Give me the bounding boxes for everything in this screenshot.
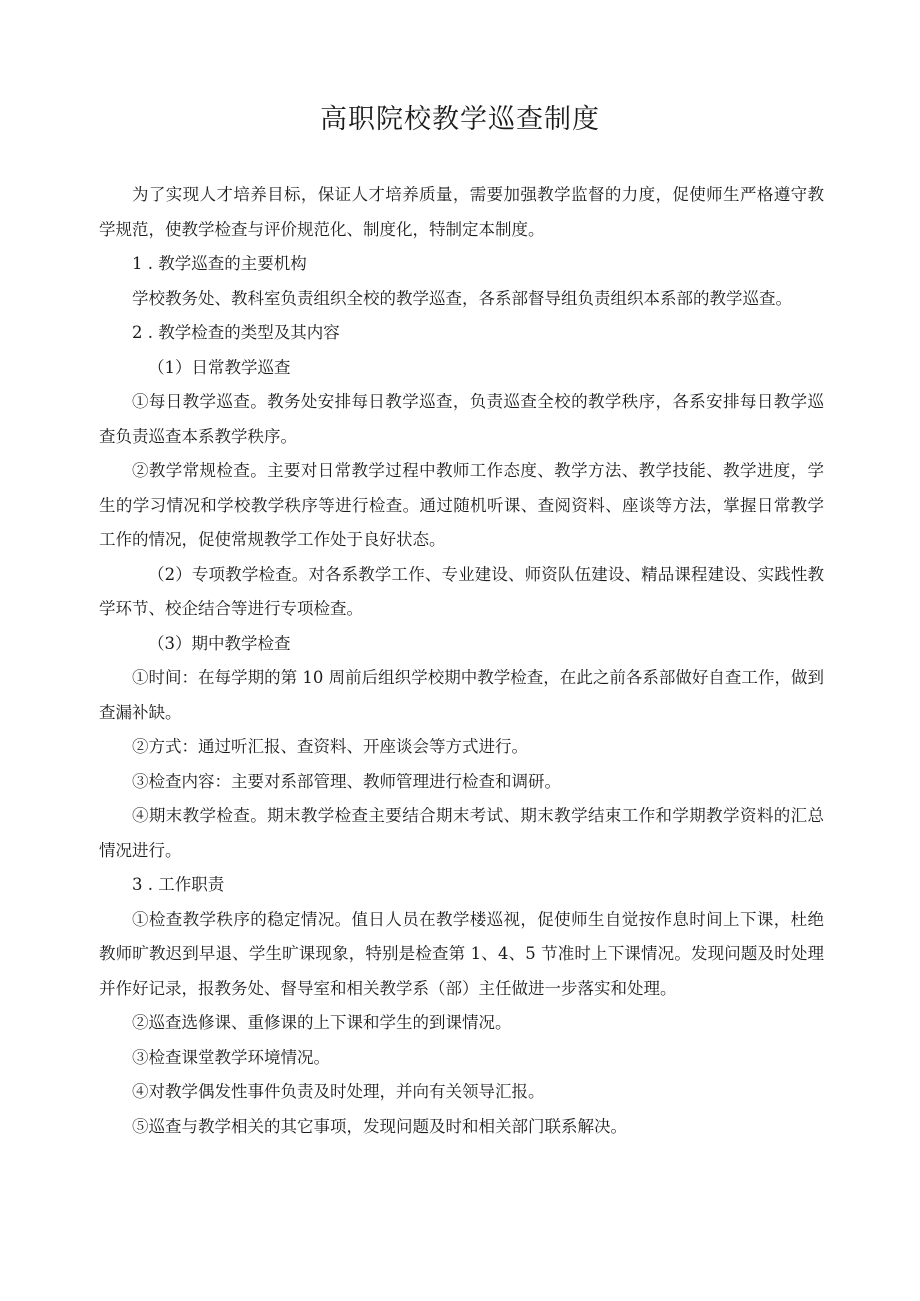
paragraph: ④对教学偶发性事件负责及时处理，并向有关领导汇报。 bbox=[132, 1082, 545, 1101]
paragraph: ②教学常规检查。主要对日常教学过程中教师工作态度、教学方法、教学技能、教学进度，学生的学习情况和学校教学秩序等进行检查。通过随机听课、查阅资料、座谈等方法，掌握日常教学工作的情况，促使常规教学工作处于良好状态。 bbox=[99, 461, 824, 549]
paragraph: ⑤巡查与教学相关的其它事项，发现问题及时和相关部门联系解决。 bbox=[132, 1116, 627, 1136]
paragraph: ③检查内容：主要对系部管理、教师管理进行检查和调研。 bbox=[132, 771, 561, 791]
paragraph: ③检查课堂教学环境情况。 bbox=[132, 1047, 330, 1067]
paragraph: 1 . 教学巡查的主要机构 bbox=[132, 254, 307, 273]
paragraph: （1）日常教学巡查 bbox=[148, 357, 291, 377]
paragraph: 3 . 工作职责 bbox=[132, 875, 225, 894]
paragraph: 为了实现人才培养目标，保证人才培养质量，需要加强教学监督的力度，促使师生严格遵守教学规范，使教学检查与评价规范化、制度化，特制定本制度。 bbox=[99, 185, 824, 239]
paragraph: 2 . 教学检查的类型及其内容 bbox=[132, 323, 340, 342]
paragraph: （3）期中教学检查 bbox=[148, 633, 291, 653]
paragraph: ②巡查选修课、重修课的上下课和学生的到课情况。 bbox=[132, 1013, 512, 1032]
paragraph: 学校教务处、教科室负责组织全校的教学巡查，各系部督导组负责组织本系部的教学巡查。 bbox=[132, 288, 792, 308]
paragraph: ①每日教学巡查。教务处安排每日教学巡查，负责巡查全校的教学秩序，各系安排每日教学巡查负责巡查本系教学秩序。 bbox=[99, 392, 824, 446]
paragraph: （2）专项教学检查。对各系教学工作、专业建设、师资队伍建设、精品课程建设、实践性教学环节、校企结合等进行专项检查。 bbox=[99, 564, 824, 618]
paragraph: ②方式：通过听汇报、查资料、开座谈会等方式进行。 bbox=[132, 737, 528, 756]
paragraph: ①检查教学秩序的稳定情况。值日人员在教学楼巡视，促使师生自觉按作息时间上下课，杜绝教师旷教迟到早退、学生旷课现象，特别是检查第 1、4、5 节准时上下课情况。发现问题及时处理并作好记录，报教务处、督导室和相关教学系（部）主任做进一步落实和处理。 bbox=[99, 909, 824, 998]
document-body bbox=[99, 178, 824, 1144]
paragraph: ④期末教学检查。期末教学检查主要结合期末考试、期末教学结束工作和学期教学资料的汇总情况进行。 bbox=[99, 806, 824, 860]
document-title: 高职院校教学巡查制度 bbox=[320, 104, 600, 135]
paragraph: ①时间：在每学期的第 10 周前后组织学校期中教学检查，在此之前各系部做好自查工作，做到查漏补缺。 bbox=[99, 668, 824, 722]
